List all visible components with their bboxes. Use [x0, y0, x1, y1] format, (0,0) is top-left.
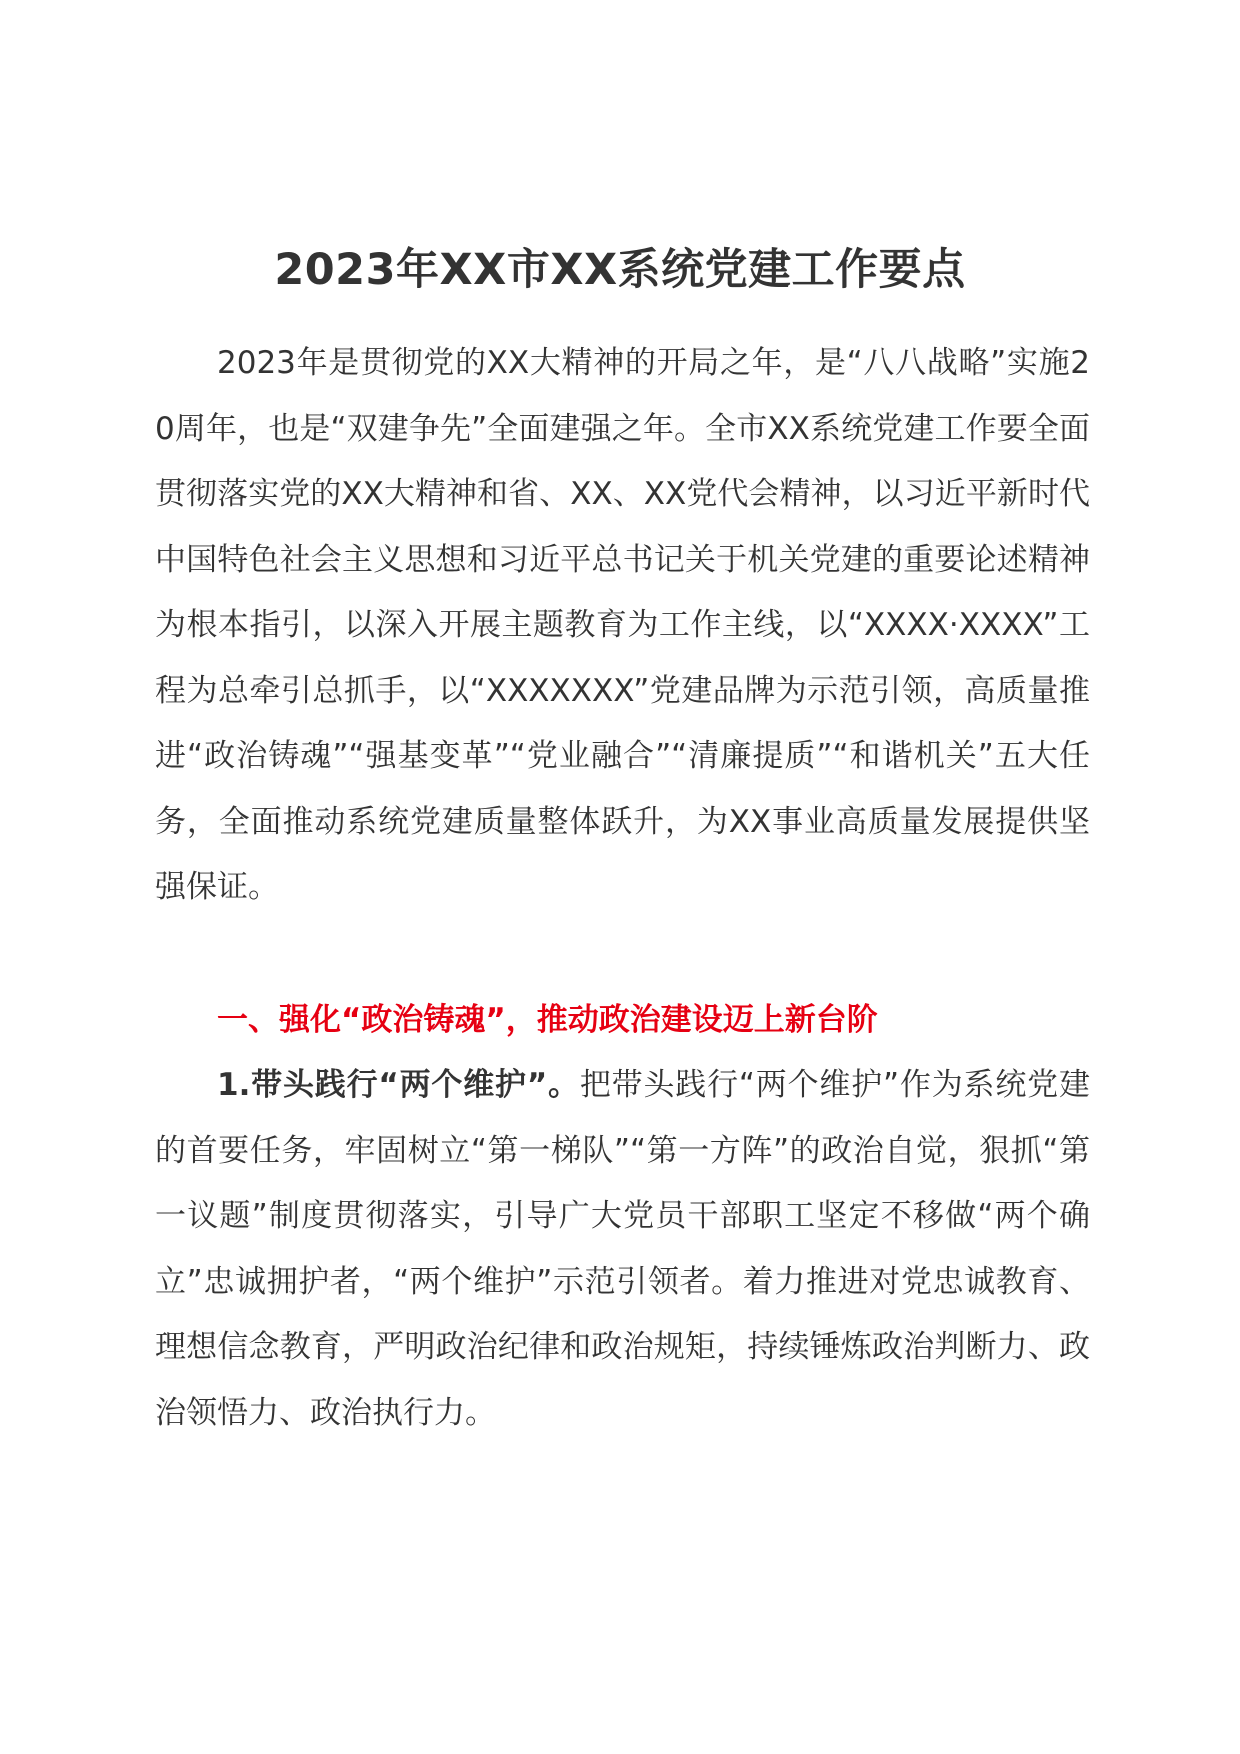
intro-paragraph: 2023年是贯彻党的XX大精神的开局之年，是“八八战略”实施20周年，也是“双建争先”全面建强之年。全市XX系统党建工作要全面贯彻落实党的XX大精神和省、XX、XX党代会精神，以习近平新时代中国特色社会主义思想和习近平总书记关于机关党建的重要论述精神为根本指引，以深入开展主题教育为工作主线，以“XXXX·XXXX”工程为总牵引总抓手，以“XXXXXXX”党建品牌为示范引领，高质量推进“政治铸魂”“强基变革”“党业融合”“清廉提质”“和谐机关”五大任务，全面推动系统党建质量整体跃升，为XX事业高质量发展提供坚强保证。 [155, 345, 1090, 905]
item-lead: 1.带头践行“两个维护”。 [217, 1067, 580, 1103]
item-text: 把带头践行“两个维护”作为系统党建的首要任务，牢固树立“第一梯队”“第一方阵”的政治自觉，狠抓“第一议题”制度贯彻落实，引导广大党员干部职工坚定不移做“两个确立”忠诚拥护者，“两个维护”示范引领者。着力推进对党忠诚教育、理想信念教育，严明政治纪律和政治规矩，持续锤炼政治判断力、政治领悟力、政治执行力。 [155, 1067, 1090, 1431]
section-heading: 一、强化“政治铸魂”，推动政治建设迈上新台阶 [217, 1002, 878, 1038]
document-title: 2023年XX市XX系统党建工作要点 [274, 245, 966, 295]
item-paragraph [155, 1053, 1090, 1446]
